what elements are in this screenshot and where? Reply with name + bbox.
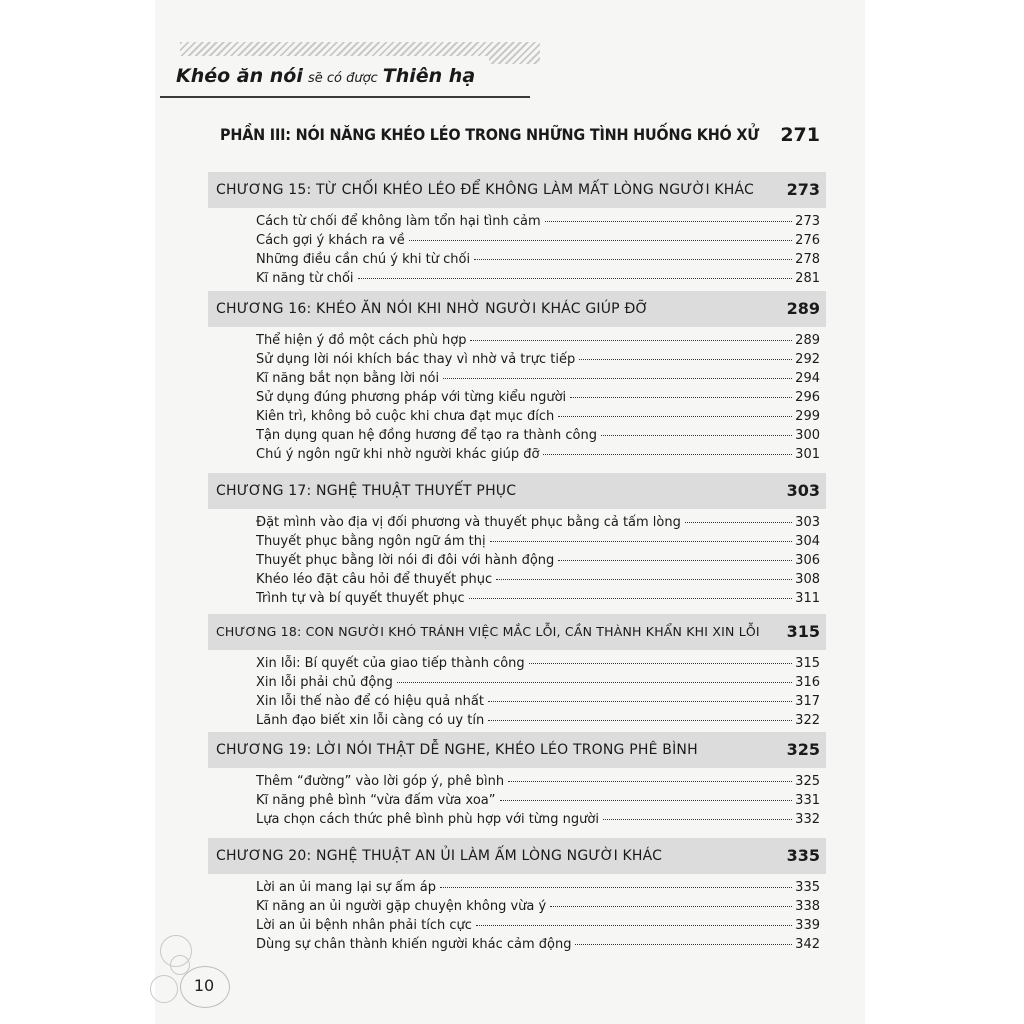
dot-leader bbox=[397, 681, 792, 683]
entry-list bbox=[208, 654, 826, 730]
toc-entry[interactable] bbox=[256, 711, 820, 730]
toc-entry[interactable] bbox=[256, 513, 820, 532]
dot-leader bbox=[469, 597, 793, 599]
dot-leader bbox=[470, 339, 792, 341]
chapter-title: CHƯƠNG 17: NGHỆ THUẬT THUYẾT PHỤC bbox=[216, 483, 517, 499]
toc-entry[interactable] bbox=[256, 791, 820, 810]
entry-title: Dùng sự chân thành khiến người khác cảm động bbox=[256, 937, 572, 952]
entry-title: Kĩ năng từ chối bbox=[256, 271, 354, 286]
entry-page: 300 bbox=[795, 428, 820, 443]
dot-leader bbox=[488, 719, 792, 721]
entry-title: Cách từ chối để không làm tổn hại tình cảm bbox=[256, 214, 541, 229]
chapter-heading[interactable] bbox=[208, 614, 826, 650]
entry-title: Sử dụng đúng phương pháp với từng kiểu người bbox=[256, 390, 567, 405]
dot-leader bbox=[474, 258, 792, 260]
toc-entry[interactable] bbox=[256, 897, 820, 916]
entry-page: 306 bbox=[795, 553, 820, 568]
toc-entry[interactable] bbox=[256, 426, 820, 445]
chapter-block bbox=[208, 732, 826, 829]
entry-title: Những điều cần chú ý khi từ chối bbox=[256, 252, 471, 267]
running-header bbox=[160, 42, 540, 98]
toc-entry[interactable] bbox=[256, 935, 820, 954]
chapter-title: CHƯƠNG 18: CON NGƯỜI KHÓ TRÁNH VIỆC MẮC LỖI, CẦN THÀNH KHẨN KHI XIN LỖI bbox=[216, 624, 760, 639]
part-label: PHẦN III: NÓI NĂNG KHÉO LÉO TRONG NHỮNG TÌNH HUỐNG KHÓ XỬ bbox=[220, 125, 760, 144]
entry-page: 331 bbox=[795, 793, 820, 808]
chapter-block bbox=[208, 614, 826, 730]
entry-title: Sử dụng lời nói khích bác thay vì nhờ vả trực tiếp bbox=[256, 352, 576, 367]
toc-entry[interactable] bbox=[256, 269, 820, 288]
chapter-heading[interactable] bbox=[208, 732, 826, 768]
entry-page: 338 bbox=[795, 899, 820, 914]
dot-leader bbox=[440, 886, 792, 888]
toc-entry[interactable] bbox=[256, 654, 820, 673]
dot-leader bbox=[476, 924, 792, 926]
dot-leader bbox=[603, 818, 792, 820]
chapter-title: CHƯƠNG 15: TỪ CHỐI KHÉO LÉO ĐỂ KHÔNG LÀM MẤT LÒNG NGƯỜI KHÁC bbox=[216, 182, 755, 198]
entry-list bbox=[208, 212, 826, 288]
entry-title: Đặt mình vào địa vị đối phương và thuyết phục bằng cả tấm lòng bbox=[256, 515, 681, 530]
toc-entry[interactable] bbox=[256, 331, 820, 350]
toc-entry[interactable] bbox=[256, 250, 820, 269]
toc-entry[interactable] bbox=[256, 212, 820, 231]
entry-page: 301 bbox=[795, 447, 820, 462]
entry-page: 292 bbox=[795, 352, 820, 367]
toc-entry[interactable] bbox=[256, 692, 820, 711]
toc-entry[interactable] bbox=[256, 570, 820, 589]
entry-page: 294 bbox=[795, 371, 820, 386]
entry-page: 289 bbox=[795, 333, 820, 348]
dot-leader bbox=[500, 799, 793, 801]
chapter-page: 303 bbox=[786, 481, 820, 500]
chapter-block bbox=[208, 172, 826, 288]
chapter-heading[interactable] bbox=[208, 291, 826, 327]
entry-title: Xin lỗi phải chủ động bbox=[256, 675, 393, 690]
chapter-title: CHƯƠNG 16: KHÉO ĂN NÓI KHI NHỜ NGƯỜI KHÁC GIÚP ĐỠ bbox=[216, 301, 649, 317]
entry-page: 273 bbox=[795, 214, 820, 229]
page-number bbox=[180, 966, 228, 1006]
toc-entry[interactable] bbox=[256, 810, 820, 829]
entry-title: Xin lỗi thế nào để có hiệu quả nhất bbox=[256, 694, 484, 709]
entry-title: Lời an ủi mang lại sự ấm áp bbox=[256, 880, 436, 895]
toc-entry[interactable] bbox=[256, 772, 820, 791]
entry-title: Kiên trì, không bỏ cuộc khi chưa đạt mục đích bbox=[256, 409, 555, 424]
entry-title: Thêm “đường” vào lời góp ý, phê bình bbox=[256, 774, 505, 789]
dot-leader bbox=[443, 377, 792, 379]
toc-entry[interactable] bbox=[256, 673, 820, 692]
entry-title: Kĩ năng an ủi người gặp chuyện không vừa ý bbox=[256, 899, 547, 914]
entry-page: 325 bbox=[795, 774, 820, 789]
dot-leader bbox=[508, 780, 792, 782]
header-rule bbox=[160, 96, 530, 98]
entry-title: Tận dụng quan hệ đồng hương để tạo ra thành công bbox=[256, 428, 597, 443]
chapter-block bbox=[208, 291, 826, 464]
entry-page: 342 bbox=[795, 937, 820, 952]
entry-page: 281 bbox=[795, 271, 820, 286]
entry-page: 339 bbox=[795, 918, 820, 933]
dot-leader bbox=[409, 239, 792, 241]
dot-leader bbox=[545, 220, 792, 222]
chapter-heading[interactable] bbox=[208, 172, 826, 208]
toc-entry[interactable] bbox=[256, 350, 820, 369]
dot-leader bbox=[543, 453, 792, 455]
entry-title: Trình tự và bí quyết thuyết phục bbox=[256, 591, 465, 606]
entry-page: 315 bbox=[795, 656, 820, 671]
toc-entry[interactable] bbox=[256, 551, 820, 570]
toc-entry[interactable] bbox=[256, 388, 820, 407]
toc-entry[interactable] bbox=[256, 589, 820, 608]
entry-page: 316 bbox=[795, 675, 820, 690]
chapter-title: CHƯƠNG 20: NGHỆ THUẬT AN ỦI LÀM ẤM LÒNG NGƯỜI KHÁC bbox=[216, 848, 663, 864]
entry-title: Lãnh đạo biết xin lỗi càng có uy tín bbox=[256, 713, 485, 728]
chapter-block bbox=[208, 473, 826, 608]
entry-list bbox=[208, 878, 826, 954]
entry-page: 308 bbox=[795, 572, 820, 587]
dot-leader bbox=[496, 578, 792, 580]
dot-leader bbox=[558, 559, 792, 561]
book-title-part1: Khéo ăn nói bbox=[176, 65, 303, 87]
entry-page: 335 bbox=[795, 880, 820, 895]
entry-page: 332 bbox=[795, 812, 820, 827]
entry-title: Kĩ năng bắt nọn bằng lời nói bbox=[256, 371, 440, 386]
toc-entry[interactable] bbox=[256, 916, 820, 935]
entry-title: Thuyết phục bằng ngôn ngữ ám thị bbox=[256, 534, 486, 549]
dot-leader bbox=[550, 905, 792, 907]
entry-title: Chú ý ngôn ngữ khi nhờ người khác giúp đỡ bbox=[256, 447, 540, 462]
book-title-part2: sẽ có được bbox=[307, 71, 378, 86]
chapter-title: CHƯƠNG 19: LỜI NÓI THẬT DỄ NGHE, KHÉO LÉO TRONG PHÊ BÌNH bbox=[216, 742, 698, 758]
entry-list bbox=[208, 331, 826, 464]
entry-page: 304 bbox=[795, 534, 820, 549]
entry-page: 276 bbox=[795, 233, 820, 248]
chapter-heading[interactable] bbox=[208, 838, 826, 874]
entry-title: Khéo léo đặt câu hỏi để thuyết phục bbox=[256, 572, 493, 587]
dot-leader bbox=[601, 434, 792, 436]
entry-page: 322 bbox=[795, 713, 820, 728]
part-heading bbox=[220, 120, 820, 150]
entry-title: Lựa chọn cách thức phê bình phù hợp với từng người bbox=[256, 812, 599, 827]
chapter-page: 335 bbox=[786, 846, 820, 865]
entry-title: Thể hiện ý đồ một cách phù hợp bbox=[256, 333, 467, 348]
entry-page: 317 bbox=[795, 694, 820, 709]
chapter-page: 325 bbox=[786, 740, 820, 759]
book-title bbox=[166, 56, 489, 96]
chapter-block bbox=[208, 838, 826, 954]
dot-leader bbox=[529, 662, 793, 664]
entry-title: Cách gợi ý khách ra về bbox=[256, 233, 405, 248]
chapter-page: 315 bbox=[786, 622, 820, 641]
chapter-page: 289 bbox=[786, 299, 820, 318]
toc-entry[interactable] bbox=[256, 407, 820, 426]
chapter-heading[interactable] bbox=[208, 473, 826, 509]
entry-page: 299 bbox=[795, 409, 820, 424]
dot-leader bbox=[490, 540, 793, 542]
entry-list bbox=[208, 772, 826, 829]
entry-page: 303 bbox=[795, 515, 820, 530]
dot-leader bbox=[685, 521, 792, 523]
toc-entry[interactable] bbox=[256, 532, 820, 551]
dot-leader bbox=[358, 277, 793, 279]
dot-leader bbox=[488, 700, 792, 702]
entry-title: Thuyết phục bằng lời nói đi đôi với hành động bbox=[256, 553, 555, 568]
dot-leader bbox=[575, 943, 792, 945]
entry-page: 311 bbox=[795, 591, 820, 606]
entry-list bbox=[208, 513, 826, 608]
toc-entry[interactable] bbox=[256, 878, 820, 897]
page-number-text: 10 bbox=[193, 976, 215, 995]
toc-entry[interactable] bbox=[256, 231, 820, 250]
decorative-circle bbox=[150, 975, 178, 1003]
entry-page: 296 bbox=[795, 390, 820, 405]
part-page: 271 bbox=[780, 124, 820, 146]
entry-title: Kĩ năng phê bình “vừa đấm vừa xoa” bbox=[256, 793, 496, 808]
dot-leader bbox=[570, 396, 792, 398]
entry-title: Lời an ủi bệnh nhân phải tích cực bbox=[256, 918, 472, 933]
entry-page: 278 bbox=[795, 252, 820, 267]
toc-entry[interactable] bbox=[256, 445, 820, 464]
entry-title: Xin lỗi: Bí quyết của giao tiếp thành công bbox=[256, 656, 525, 671]
toc-entry[interactable] bbox=[256, 369, 820, 388]
chapter-page: 273 bbox=[786, 180, 820, 199]
dot-leader bbox=[558, 415, 792, 417]
book-title-part3: Thiên hạ bbox=[382, 65, 476, 87]
dot-leader bbox=[579, 358, 792, 360]
